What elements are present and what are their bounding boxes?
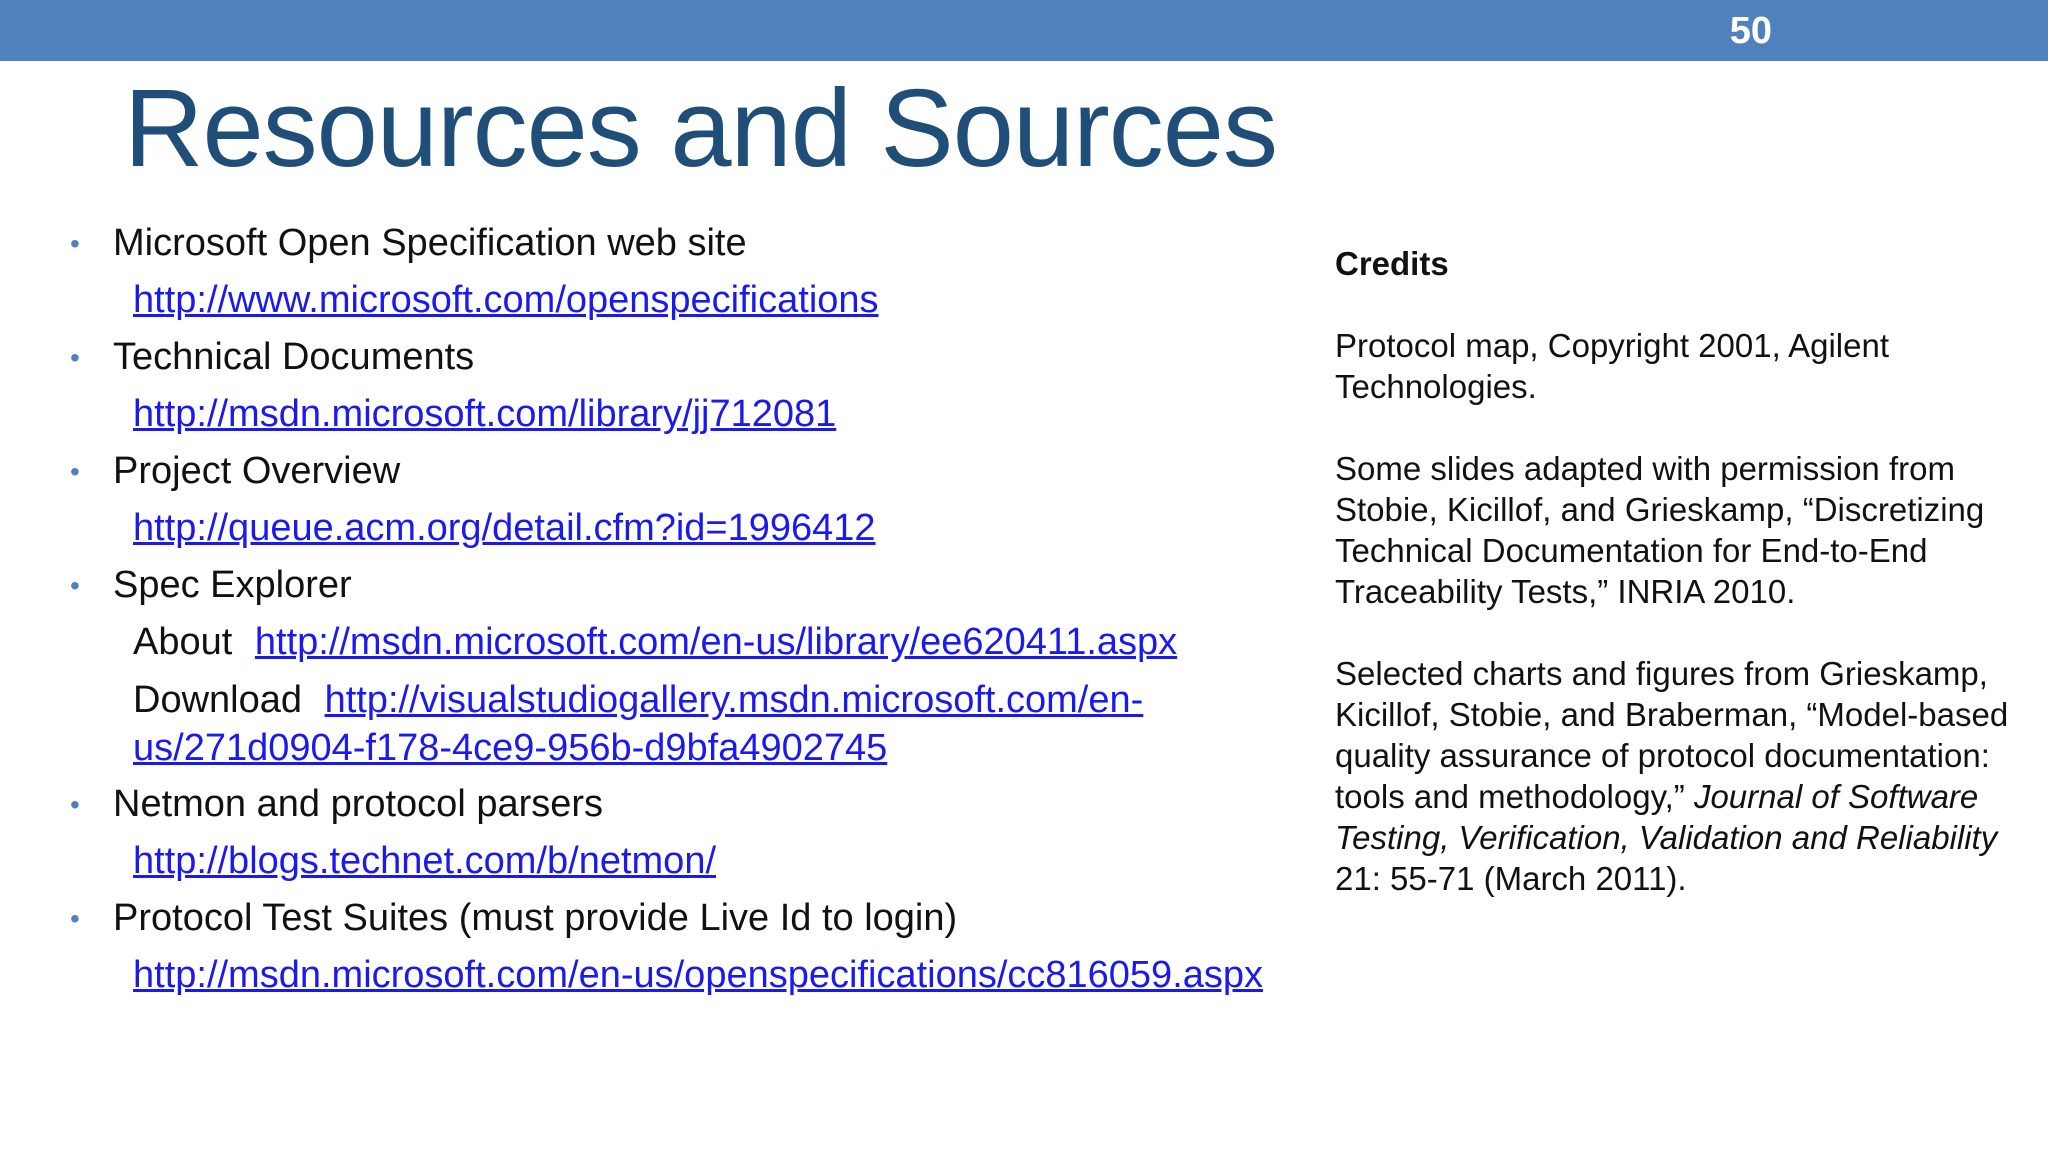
download-label: Download [133, 679, 302, 721]
resource-label: Protocol Test Suites (must provide Live Id to login) [113, 897, 958, 939]
resource-label: Netmon and protocol parsers [113, 783, 604, 825]
credit-protocol-map: Protocol map, Copyright 2001, Agilent Technologies. [1335, 327, 1889, 405]
bullet-icon: • [70, 570, 80, 601]
resource-label: Project Overview [113, 450, 401, 492]
spec-explorer-download-link[interactable]: http://visualstudiogallery.msdn.microsoft.com/en-us/271d0904-f178-4ce9-956b-d9bfa4902745 [133, 679, 1144, 769]
technical-documents-link[interactable]: http://msdn.microsoft.com/library/jj712081 [133, 393, 837, 435]
open-specification-link[interactable]: http://www.microsoft.com/openspecifications [133, 279, 879, 321]
bullet-icon: • [70, 342, 80, 373]
bullet-icon: • [70, 903, 80, 934]
credit-charts-outro: 21: 55-71 (March 2011). [1335, 860, 1687, 897]
bullet-icon: • [70, 789, 80, 820]
resource-item-technical-documents [70, 329, 1320, 443]
slide-number: 50 [1729, 10, 1772, 52]
resource-label: Technical Documents [113, 336, 475, 378]
bullet-icon: • [70, 228, 80, 259]
header-bar [0, 0, 2048, 61]
credits-title: Credits [1335, 245, 1449, 282]
resource-item-protocol-test-suites [70, 890, 1320, 1004]
spec-explorer-about-link[interactable]: http://msdn.microsoft.com/en-us/library/ee620411.aspx [254, 621, 1178, 663]
credits-panel [1335, 243, 2015, 940]
resource-label: Microsoft Open Specification web site [113, 222, 747, 264]
bullet-icon: • [70, 456, 80, 487]
slide-title: Resources and Sources [124, 67, 1277, 190]
protocol-test-suites-link[interactable]: http://msdn.microsoft.com/en-us/openspecifications/cc816059.aspx [133, 954, 1264, 996]
resource-item-spec-explorer [70, 557, 1320, 776]
project-overview-link[interactable]: http://queue.acm.org/detail.cfm?id=1996412 [133, 507, 876, 549]
credit-slides-adapted: Some slides adapted with permission from Stobie, Kicillof, and Grieskamp, “Discretizing Technical Documentation for End-to-End Traceability Tests,” INRIA 2010. [1335, 450, 1985, 610]
resources-list [70, 215, 1320, 1004]
resource-item-netmon [70, 776, 1320, 890]
credit-charts-intro: Selected charts and figures from Grieskamp, Kicillof, Stobie, and Braberman, “Model-based quality assurance of protocol documentation: tools and methodology,” [1335, 655, 2009, 815]
resource-item-project-overview [70, 443, 1320, 557]
resource-item-open-specification [70, 215, 1320, 329]
credit-charts-figures [1335, 653, 2015, 899]
about-label: About [133, 621, 233, 663]
credit-journal-name: Journal of Software Testing, Verification, Validation and Reliability [1335, 778, 1998, 856]
netmon-link[interactable]: http://blogs.technet.com/b/netmon/ [133, 840, 717, 882]
resource-label: Spec Explorer [113, 564, 352, 606]
